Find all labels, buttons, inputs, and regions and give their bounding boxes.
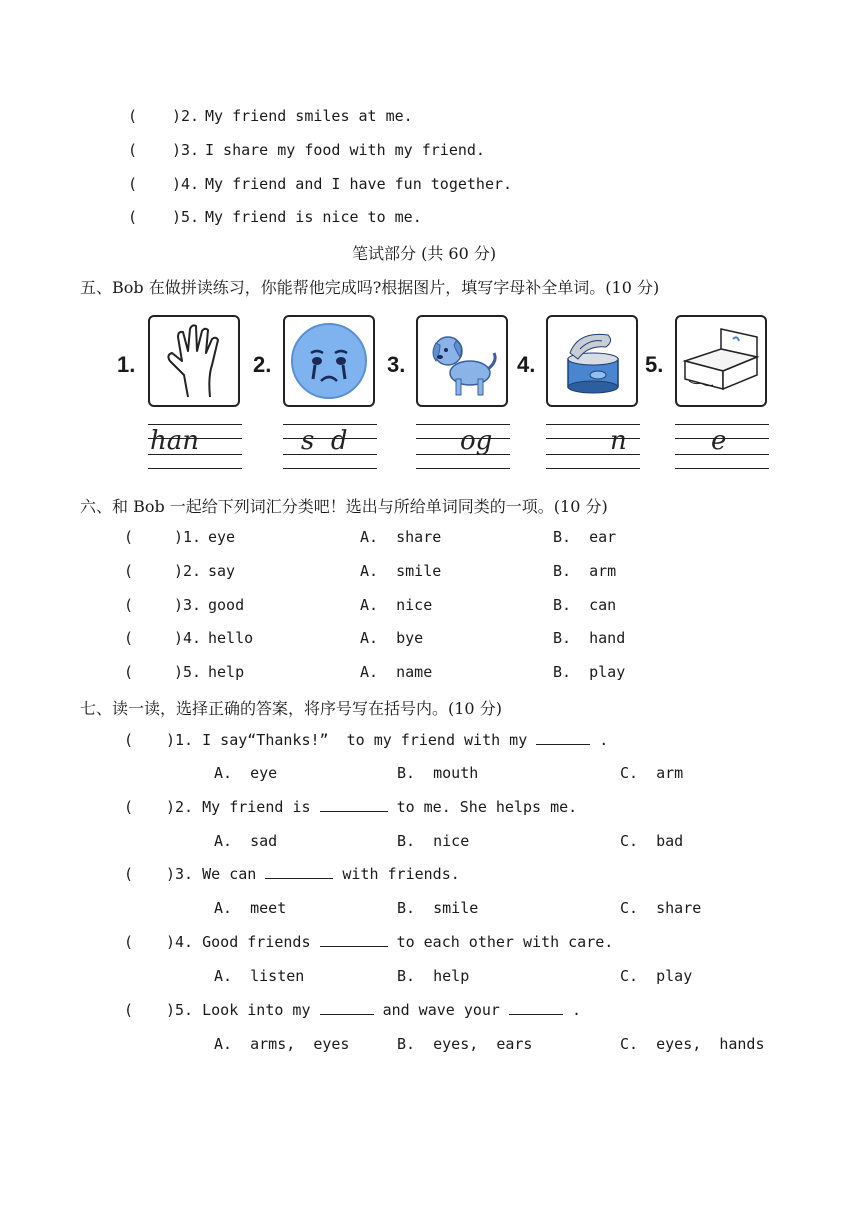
question-text-end: with friends.	[342, 865, 460, 883]
item-number: )2.	[174, 562, 202, 580]
option-a: A. share	[360, 528, 442, 546]
item-number: 5.	[645, 352, 664, 377]
section5-title: 五、Bob 在做拼读练习，你能帮他完成吗?根据图片，填写字母补全单词。(10 分)	[80, 278, 660, 297]
paren: (	[124, 865, 134, 883]
question-text: Good friends	[202, 933, 311, 951]
answer-blank	[536, 743, 590, 745]
option-c: C. bad	[620, 832, 684, 850]
answer-blank	[320, 1013, 374, 1015]
given-letters: e	[711, 426, 727, 456]
question-line	[166, 1001, 581, 1019]
option-b: B. arm	[553, 562, 617, 580]
answer-blank	[320, 945, 388, 947]
item-number: )5.	[174, 663, 202, 681]
item-number: )3.	[172, 141, 200, 159]
given-letters: n	[610, 426, 627, 456]
question-text: We can	[202, 865, 257, 883]
paren: (	[124, 596, 134, 614]
section7-title: 七、读一读，选择正确的答案，将序号写在括号内。(10 分)	[80, 699, 502, 718]
paren: (	[128, 107, 138, 125]
item-word: hello	[208, 629, 254, 647]
item-word: help	[208, 663, 245, 681]
section6-title: 六、和 Bob 一起给下列词汇分类吧！选出与所给单词同类的一项。(10 分)	[80, 497, 608, 516]
item-number: )3.	[166, 865, 194, 883]
item-number: )1.	[174, 528, 202, 546]
writing-lines	[148, 424, 242, 468]
item-number: )5.	[166, 1001, 194, 1019]
question-line	[166, 731, 608, 749]
question-text-end: .	[599, 731, 609, 749]
tin-can-picture	[546, 315, 638, 407]
paren: (	[124, 731, 134, 749]
option-b: B. play	[553, 663, 626, 681]
paren: (	[124, 1001, 134, 1019]
bed-picture	[675, 315, 767, 407]
hand-icon	[150, 317, 238, 405]
item-number: )4.	[174, 629, 202, 647]
option-c: C. eyes, hands	[620, 1035, 765, 1053]
dog-picture	[416, 315, 508, 407]
paren: (	[128, 208, 138, 226]
question-line	[166, 798, 577, 816]
item-number: 4.	[517, 352, 536, 377]
writing-lines	[546, 424, 640, 468]
sad-face-icon	[285, 317, 373, 405]
item-text: My friend smiles at me.	[205, 107, 413, 125]
question-line	[166, 933, 613, 951]
paren: (	[124, 663, 134, 681]
question-text: Look into my	[202, 1001, 311, 1019]
paren: (	[128, 141, 138, 159]
item-word: eye	[208, 528, 236, 546]
paren: (	[124, 528, 134, 546]
option-a: A. sad	[214, 832, 278, 850]
paren: (	[124, 933, 134, 951]
paren: (	[128, 175, 138, 193]
hand-picture	[148, 315, 240, 407]
option-a: A. arms, eyes	[214, 1035, 350, 1053]
item-number: 3.	[387, 352, 406, 377]
option-b: B. mouth	[397, 764, 479, 782]
question-line	[166, 865, 460, 883]
option-b: B. ear	[553, 528, 617, 546]
paren: (	[124, 798, 134, 816]
question-text-end: .	[572, 1001, 582, 1019]
bed-icon	[677, 317, 765, 405]
option-c: C. play	[620, 967, 693, 985]
item-number: 1.	[117, 352, 136, 377]
option-c: C. share	[620, 899, 702, 917]
item-number: 2.	[253, 352, 272, 377]
option-b: B. eyes, ears	[397, 1035, 533, 1053]
option-a: A. smile	[360, 562, 442, 580]
given-letters: s d	[301, 426, 348, 456]
answer-blank	[509, 1013, 563, 1015]
given-letters: han	[150, 426, 199, 456]
given-letters: og	[460, 426, 493, 456]
question-text: My friend is	[202, 798, 311, 816]
answer-blank	[265, 877, 333, 879]
option-b: B. smile	[397, 899, 479, 917]
writing-lines	[283, 424, 377, 468]
item-number: )1.	[166, 731, 194, 749]
item-word: good	[208, 596, 245, 614]
option-a: A. bye	[360, 629, 424, 647]
option-a: A. meet	[214, 899, 287, 917]
question-text-end: to me. She helps me.	[396, 798, 578, 816]
tin-can-icon	[548, 317, 636, 405]
question-text-mid: and wave your	[382, 1001, 500, 1019]
item-number: )2.	[172, 107, 200, 125]
item-number: )3.	[174, 596, 202, 614]
option-b: B. can	[553, 596, 617, 614]
item-text: I share my food with my friend.	[205, 141, 485, 159]
dog-icon	[418, 317, 506, 405]
option-b: B. hand	[553, 629, 626, 647]
item-number: )4.	[166, 933, 194, 951]
question-text-end: to each other with care.	[396, 933, 614, 951]
option-a: A. name	[360, 663, 433, 681]
option-a: A. nice	[360, 596, 433, 614]
item-text: My friend is nice to me.	[205, 208, 422, 226]
paren: (	[124, 629, 134, 647]
item-text: My friend and I have fun together.	[205, 175, 513, 193]
item-number: )2.	[166, 798, 194, 816]
option-c: C. arm	[620, 764, 684, 782]
option-a: A. eye	[214, 764, 278, 782]
option-a: A. listen	[214, 967, 305, 985]
option-b: B. nice	[397, 832, 470, 850]
writing-lines	[416, 424, 510, 468]
item-number: )4.	[172, 175, 200, 193]
sad-face-picture	[283, 315, 375, 407]
item-word: say	[208, 562, 236, 580]
item-number: )5.	[172, 208, 200, 226]
question-text: I say“Thanks!” to my friend with my	[202, 731, 528, 749]
writing-lines	[675, 424, 769, 468]
option-b: B. help	[397, 967, 470, 985]
written-part-header: 笔试部分 (共 60 分)	[352, 244, 497, 263]
paren: (	[124, 562, 134, 580]
answer-blank	[320, 810, 388, 812]
